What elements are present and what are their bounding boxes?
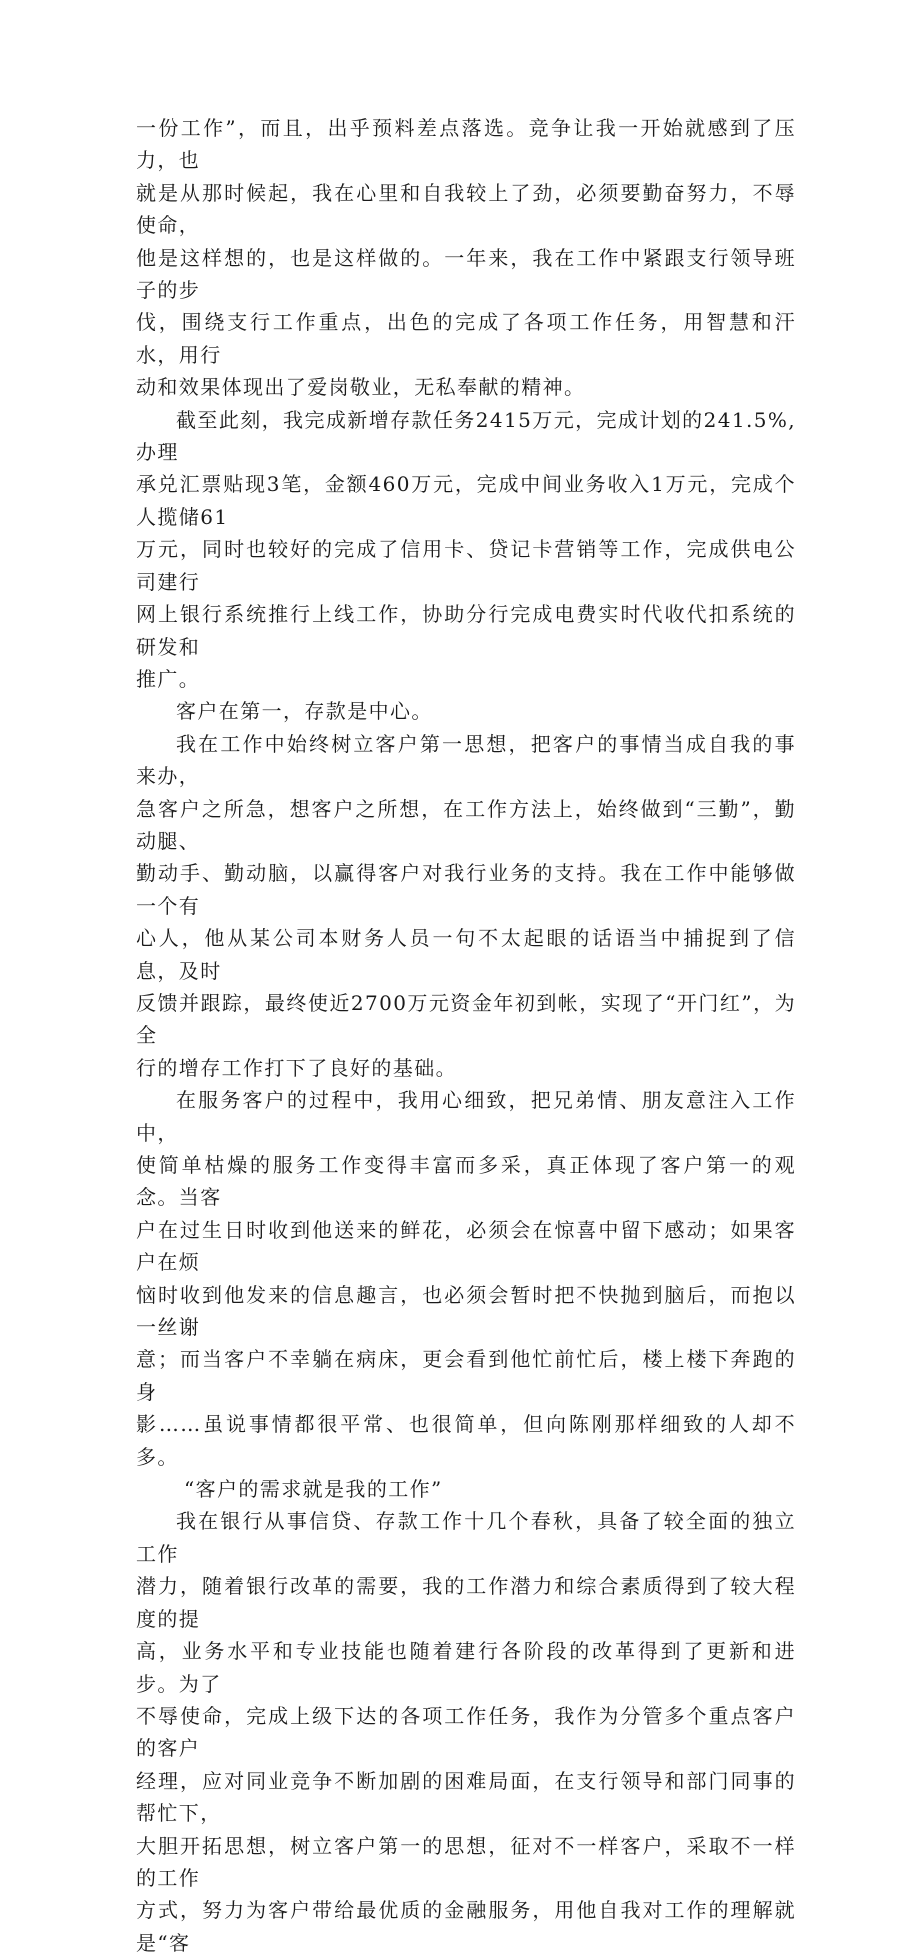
text-line: 心人，他从某公司本财务人员一句不太起眼的话语当中捕捉到了信息，及时: [136, 926, 796, 983]
text-line: 大胆开拓思想，树立客户第一的思想，征对不一样客户，采取不一样的工作: [136, 1833, 796, 1890]
text-line: 网上银行系统推行上线工作，协助分行完成电费实时代收代扣系统的研发和: [136, 602, 796, 659]
text-line: 意；而当客户不幸躺在病床，更会看到他忙前忙后，楼上楼下奔跑的身: [136, 1347, 796, 1404]
text-line: 承兑汇票贴现3笔，金额460万元，完成中间业务收入1万元，完成个人揽储61: [136, 472, 796, 529]
text-line: 反馈并跟踪，最终使近2700万元资金年初到帐，实现了“开门红”，为全: [136, 990, 796, 1048]
text-line: 推广。: [136, 666, 201, 691]
text-line: 一份工作”，而且，出乎预料差点落选。竞争让我一开始就感到了压力，也: [136, 116, 796, 173]
section-heading-customer-needs: “客户的需求就是我的工作”: [184, 1477, 443, 1502]
text-line: 万元，同时也较好的完成了信用卡、贷记卡营销等工作，完成供电公司建行: [136, 537, 796, 594]
text-line: 伐，围绕支行工作重点，出色的完成了各项工作任务，用智慧和汗水，用行: [136, 310, 796, 367]
text-line: 在服务客户的过程中，我用心细致，把兄弟情、朋友意注入工作中，: [136, 1088, 796, 1145]
text-line: 影……虽说事情都很平常、也很简单，但向陈刚那样细致的人却不多。: [136, 1412, 796, 1469]
text-line: 经理，应对同业竞争不断加剧的困难局面，在支行领导和部门同事的帮忙下，: [136, 1768, 796, 1826]
text-line: 急客户之所急，想客户之所想，在工作方法上，始终做到“三勤”，勤动腿、: [136, 796, 796, 853]
text-line: 勤动手、勤动脑，以赢得客户对我行业务的支持。我在工作中能够做一个有: [136, 861, 796, 918]
text-line: 方式，努力为客户带给最优质的金融服务，用他自我对工作的理解就是“客: [136, 1898, 796, 1955]
document-body: [136, 112, 796, 1959]
text-line: 动和效果体现出了爱岗敬业，无私奉献的精神。: [136, 375, 586, 400]
text-line: 他是这样想的，也是这样做的。一年来，我在工作中紧跟支行领导班子的步: [136, 245, 796, 303]
text-line: 就是从那时候起，我在心里和自我较上了劲，必须要勤奋努力，不辱使命，: [136, 180, 796, 238]
text-line: 截至此刻，我完成新增存款任务2415万元，完成计划的241.5%,办理: [136, 407, 796, 465]
section-heading-customer-first: 客户在第一，存款是中心。: [176, 699, 433, 724]
text-line: 潜力，随着银行改革的需要，我的工作潜力和综合素质得到了较大程度的提: [136, 1574, 796, 1631]
text-line: 我在银行从事信贷、存款工作十几个春秋，具备了较全面的独立工作: [136, 1509, 796, 1566]
paragraph-work-experience: [136, 1505, 796, 1959]
text-line: 户在过生日时收到他送来的鲜花，必须会在惊喜中留下感动；如果客户在烦: [136, 1217, 796, 1275]
paragraph-deposit-results: [136, 404, 796, 696]
paragraph-continued: [136, 112, 796, 404]
text-line: 不辱使命，完成上级下达的各项工作任务，我作为分管多个重点客户的客户: [136, 1703, 796, 1761]
paragraph-customer-first: [136, 728, 796, 1084]
text-line: 使简单枯燥的服务工作变得丰富而多采，真正体现了客户第一的观念。当客: [136, 1153, 796, 1210]
paragraph-service-care: [136, 1084, 796, 1473]
text-line: 我在工作中始终树立客户第一思想，把客户的事情当成自我的事来办，: [136, 731, 796, 789]
text-line: 恼时收到他发来的信息趣言，也必须会暂时把不快抛到脑后，而抱以一丝谢: [136, 1282, 796, 1340]
text-line: 高，业务水平和专业技能也随着建行各阶段的改革得到了更新和进步。为了: [136, 1639, 796, 1696]
text-line: 行的增存工作打下了良好的基础。: [136, 1055, 457, 1080]
